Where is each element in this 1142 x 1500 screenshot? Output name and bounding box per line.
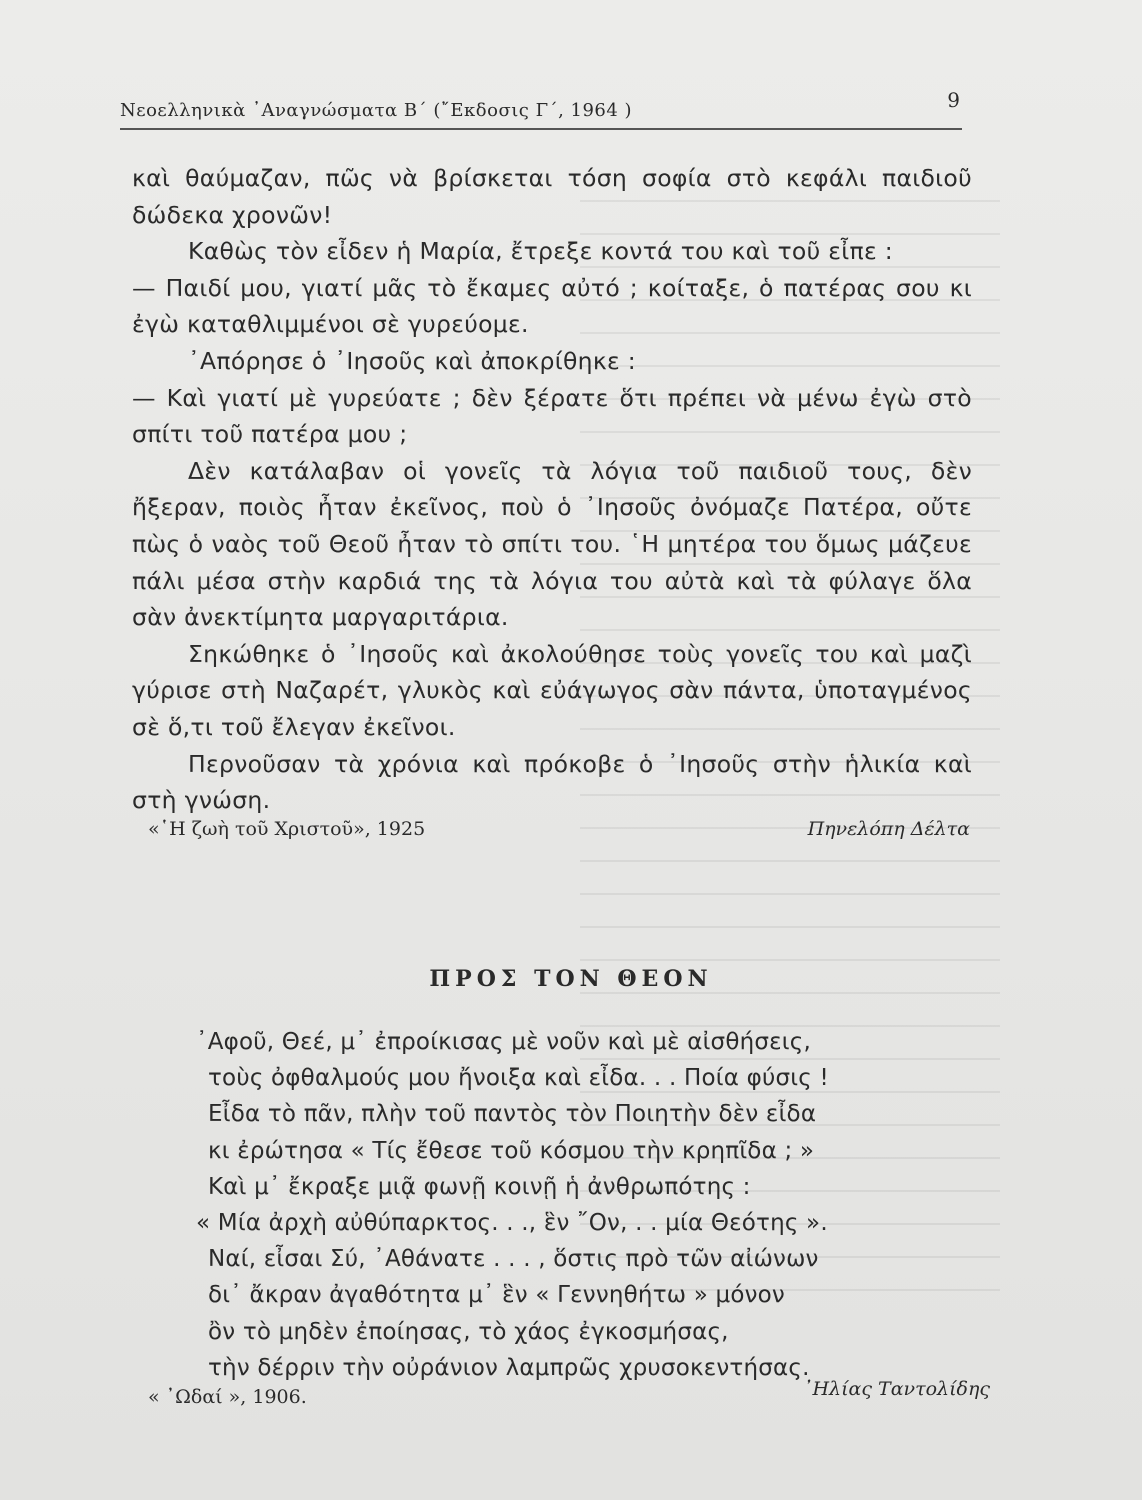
page-number: 9 [947, 88, 960, 112]
poem-body [196, 1024, 956, 1386]
poem-title: ΠΡΟΣ ΤΟΝ ΘΕΟΝ [429, 966, 713, 992]
citation-source: «῾Η ζωὴ τοῦ Χριστοῦ», 1925 [148, 818, 426, 840]
paragraph: καὶ θαύμαζαν, πῶς νὰ βρίσκεται τόση σοφία στὸ κεφάλι παιδιοῦ δώδεκα χρονῶν! [132, 164, 972, 229]
paragraph: Δὲν κατάλαβαν οἱ γονεῖς τὰ λόγια τοῦ παιδιοῦ τους, δὲν ἤξεραν, ποιὸς ἦταν ἐκεῖνος, ποὺ ὁ ᾿Ιησοῦς ὀνόμαζε Πατέρα, οὔτε πὼς ὁ ναὸς τοῦ Θεοῦ ἦταν τὸ σπίτι του. ῾Η μητέρα του ὅμως μάζευε πάλι μέσα στὴν καρδιά της τὰ λόγια του αὐτὰ καὶ τὰ φύλαγε ὅλα σὰν ἀνεκτίμητα μαργαριτάρια. [132, 456, 972, 632]
citation-source: « ᾿Ωδαί », 1906. [148, 1386, 307, 1408]
dialogue-line: — Παιδί μου, γιατί μᾶς τὸ ἔκαμες αὐτό ; κοίταξε, ὁ πατέρας σου κι ἐγὼ καταθλιμμένοι σὲ γυρεύομε. [132, 273, 972, 339]
poem-line: δι᾿ ἄκραν ἀγαθότητα μ᾿ ἓν « Γεννηθήτω » μόνον [208, 1282, 785, 1309]
poem-line: κι ἐρώτησα « Τίς ἔθεσε τοῦ κόσμου τὴν κρηπῖδα ; » [208, 1137, 815, 1164]
paragraph: ᾿Απόρησε ὁ ᾿Ιησοῦς καὶ ἀποκρίθηκε : [188, 346, 636, 375]
poem-line: τοὺς ὀφθαλμούς μου ἤνοιξα καὶ εἶδα. . . Ποία φύσις ! [208, 1065, 829, 1092]
poem-line: Ναί, εἶσαι Σύ, ᾿Αθάνατε . . . , ὅστις πρὸ τῶν αἰώνων [208, 1246, 819, 1273]
book-title: Νεοελληνικὰ ᾿Αναγνώσματα Β΄ (῎Εκδοσις Γ΄, 1964 ) [120, 100, 633, 121]
prose-excerpt [132, 160, 972, 819]
poem-line: τὴν δέρριν τὴν οὐράνιον λαμπρῶς χρυσοκεντήσας. [208, 1354, 810, 1381]
citation-author: Πηνελόπη Δέλτα [807, 818, 970, 840]
poem-line: Καὶ μ᾿ ἔκραξε μιᾷ φωνῇ κοινῇ ἡ ἀνθρωπότης : [208, 1173, 751, 1200]
paragraph: Καθὼς τὸν εἶδεν ἡ Μαρία, ἔτρεξε κοντά του καὶ τοῦ εἶπε : [188, 237, 893, 266]
poem-line: Εἶδα τὸ πᾶν, πλὴν τοῦ παντὸς τὸν Ποιητὴν δὲν εἶδα [208, 1101, 817, 1128]
poem-line: « Μία ἀρχὴ αὐθύπαρκτος. . ., ἓν ῎Ον, . . μία Θεότης ». [196, 1210, 828, 1237]
citation-author: ᾿Ηλίας Ταντολίδης [802, 1378, 990, 1400]
dialogue-line: — Καὶ γιατί μὲ γυρεύατε ; δὲν ξέρατε ὅτι πρέπει νὰ μένω ἐγὼ στὸ σπίτι τοῦ πατέρα μου ; [132, 383, 972, 449]
paragraph: Σηκώθηκε ὁ ᾿Ιησοῦς καὶ ἀκολούθησε τοὺς γονεῖς του καὶ μαζὶ γύρισε στὴ Ναζαρέτ, γλυκὸς καὶ εὐάγωγος σὰν πάντα, ὑποταγμένος σὲ ὅ,τι τοῦ ἔλεγαν ἐκεῖνοι. [132, 639, 972, 741]
poem-line: ᾿Αφοῦ, Θεέ, μ᾿ ἐπροίκισας μὲ νοῦν καὶ μὲ αἰσθήσεις, [196, 1029, 811, 1055]
running-header [120, 88, 962, 130]
paragraph: Περνοῦσαν τὰ χρόνια καὶ πρόκοβε ὁ ᾿Ιησοῦς στὴν ἡλικία καὶ στὴ γνώση. [132, 749, 972, 815]
poem-line: ὂν τὸ μηδὲν ἐποίησας, τὸ χάος ἐγκοσμήσας, [208, 1318, 729, 1345]
